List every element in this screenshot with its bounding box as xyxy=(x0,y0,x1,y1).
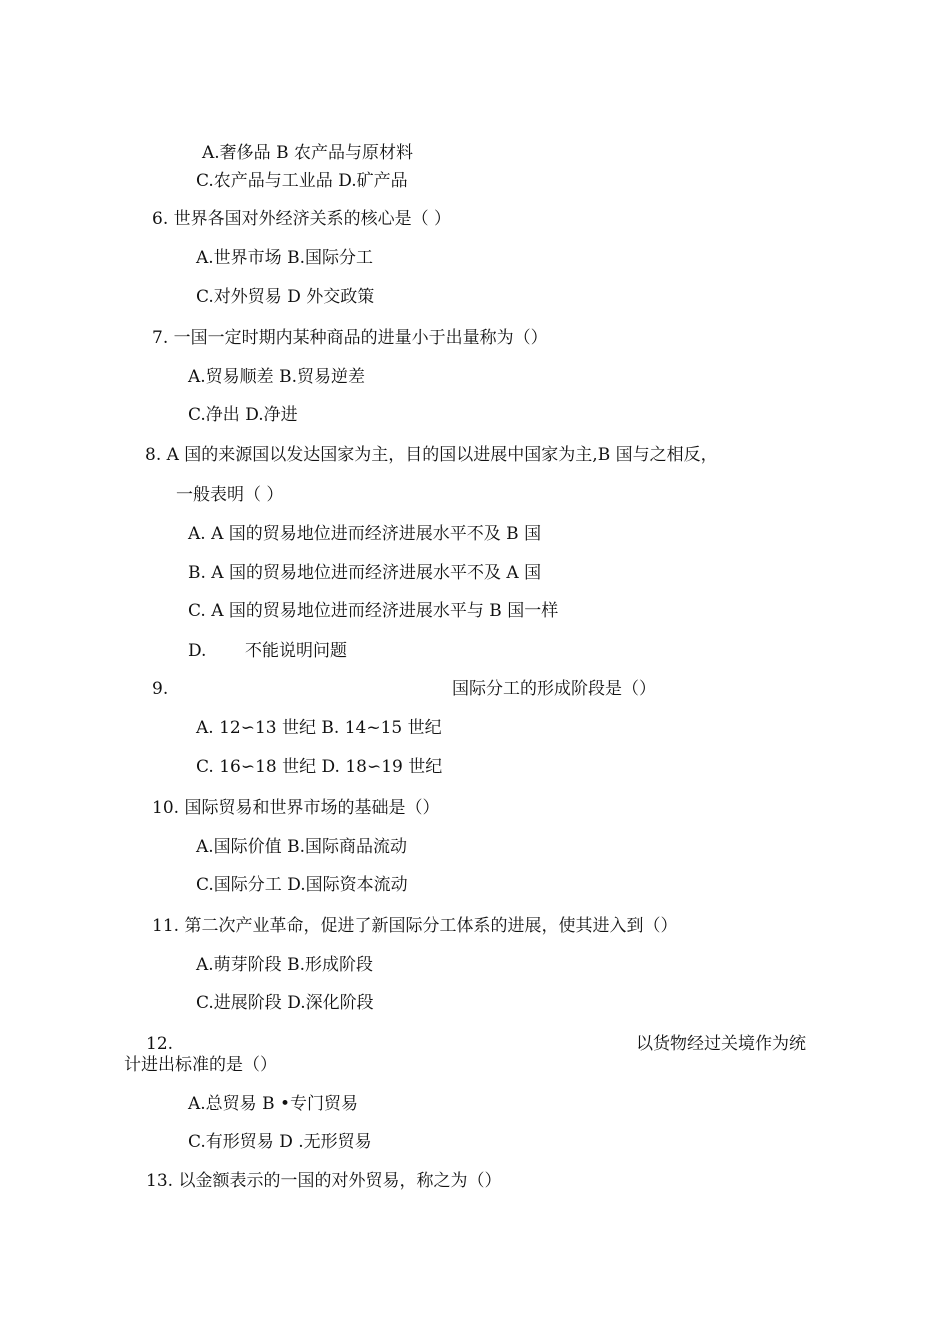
q7-options-line-1: A.贸易顺差 B.贸易逆差 xyxy=(188,367,365,387)
q10-stem: 10. 国际贸易和世界市场的基础是（） xyxy=(152,798,440,818)
q11-stem: 11. 第二次产业革命，促进了新国际分工体系的进展，使其进入到（） xyxy=(152,916,678,936)
q10-options-line-2: C.国际分工 D.国际资本流动 xyxy=(196,875,408,895)
q9-options-line-2: C. 16∽18 世纪 D. 18∽19 世纪 xyxy=(196,757,443,777)
q8-option-b: B. A 国的贸易地位进而经济进展水平不及 A 国 xyxy=(188,563,542,583)
q11-options-line-2: C.进展阶段 D.深化阶段 xyxy=(196,993,374,1013)
q12-stem-line-2: 计进出标准的是（） xyxy=(124,1055,277,1075)
q7-options-line-2: C.净出 D.净进 xyxy=(188,405,298,425)
q8-stem-line-1: 8. A 国的来源国以发达国家为主，目的国以进展中国家为主,B 国与之相反， xyxy=(145,445,718,465)
q8-stem-line-2: 一般表明（ ） xyxy=(176,485,284,505)
q7-stem: 7. 一国一定时期内某种商品的进量小于出量称为（） xyxy=(152,328,548,348)
q9-number: 9. xyxy=(152,679,169,699)
q12-options-line-1: A.总贸易 B •专门贸易 xyxy=(188,1094,359,1114)
q6-options-line-2: C.对外贸易 D 外交政策 xyxy=(196,287,375,307)
q11-options-line-1: A.萌芽阶段 B.形成阶段 xyxy=(196,955,373,975)
q5-options-line-2: C.农产品与工业品 D.矿产品 xyxy=(196,171,408,191)
q8-option-a: A. A 国的贸易地位进而经济进展水平不及 B 国 xyxy=(188,524,542,544)
q10-options-line-1: A.国际价值 B.国际商品流动 xyxy=(196,837,407,857)
q8-option-c: C. A 国的贸易地位进而经济进展水平与 B 国一样 xyxy=(188,601,559,621)
q12-stem-line-1: 以货物经过关境作为统 xyxy=(636,1034,806,1054)
q6-stem: 6. 世界各国对外经济关系的核心是（ ） xyxy=(152,209,452,229)
q8-option-d-label: D. xyxy=(188,641,207,661)
q13-stem: 13. 以金额表示的一国的对外贸易，称之为（） xyxy=(146,1171,502,1191)
q8-option-d-text: 不能说明问题 xyxy=(245,641,347,661)
q5-options-line-1: A.奢侈品 B 农产品与原材料 xyxy=(202,143,413,163)
q6-options-line-1: A.世界市场 B.国际分工 xyxy=(196,248,373,268)
q12-number: 12. xyxy=(146,1034,174,1054)
q9-stem: 国际分工的形成阶段是（） xyxy=(452,679,656,699)
q12-options-line-2: C.有形贸易 D .无形贸易 xyxy=(188,1132,372,1152)
q9-options-line-1: A. 12∽13 世纪 B. 14~15 世纪 xyxy=(196,718,442,738)
